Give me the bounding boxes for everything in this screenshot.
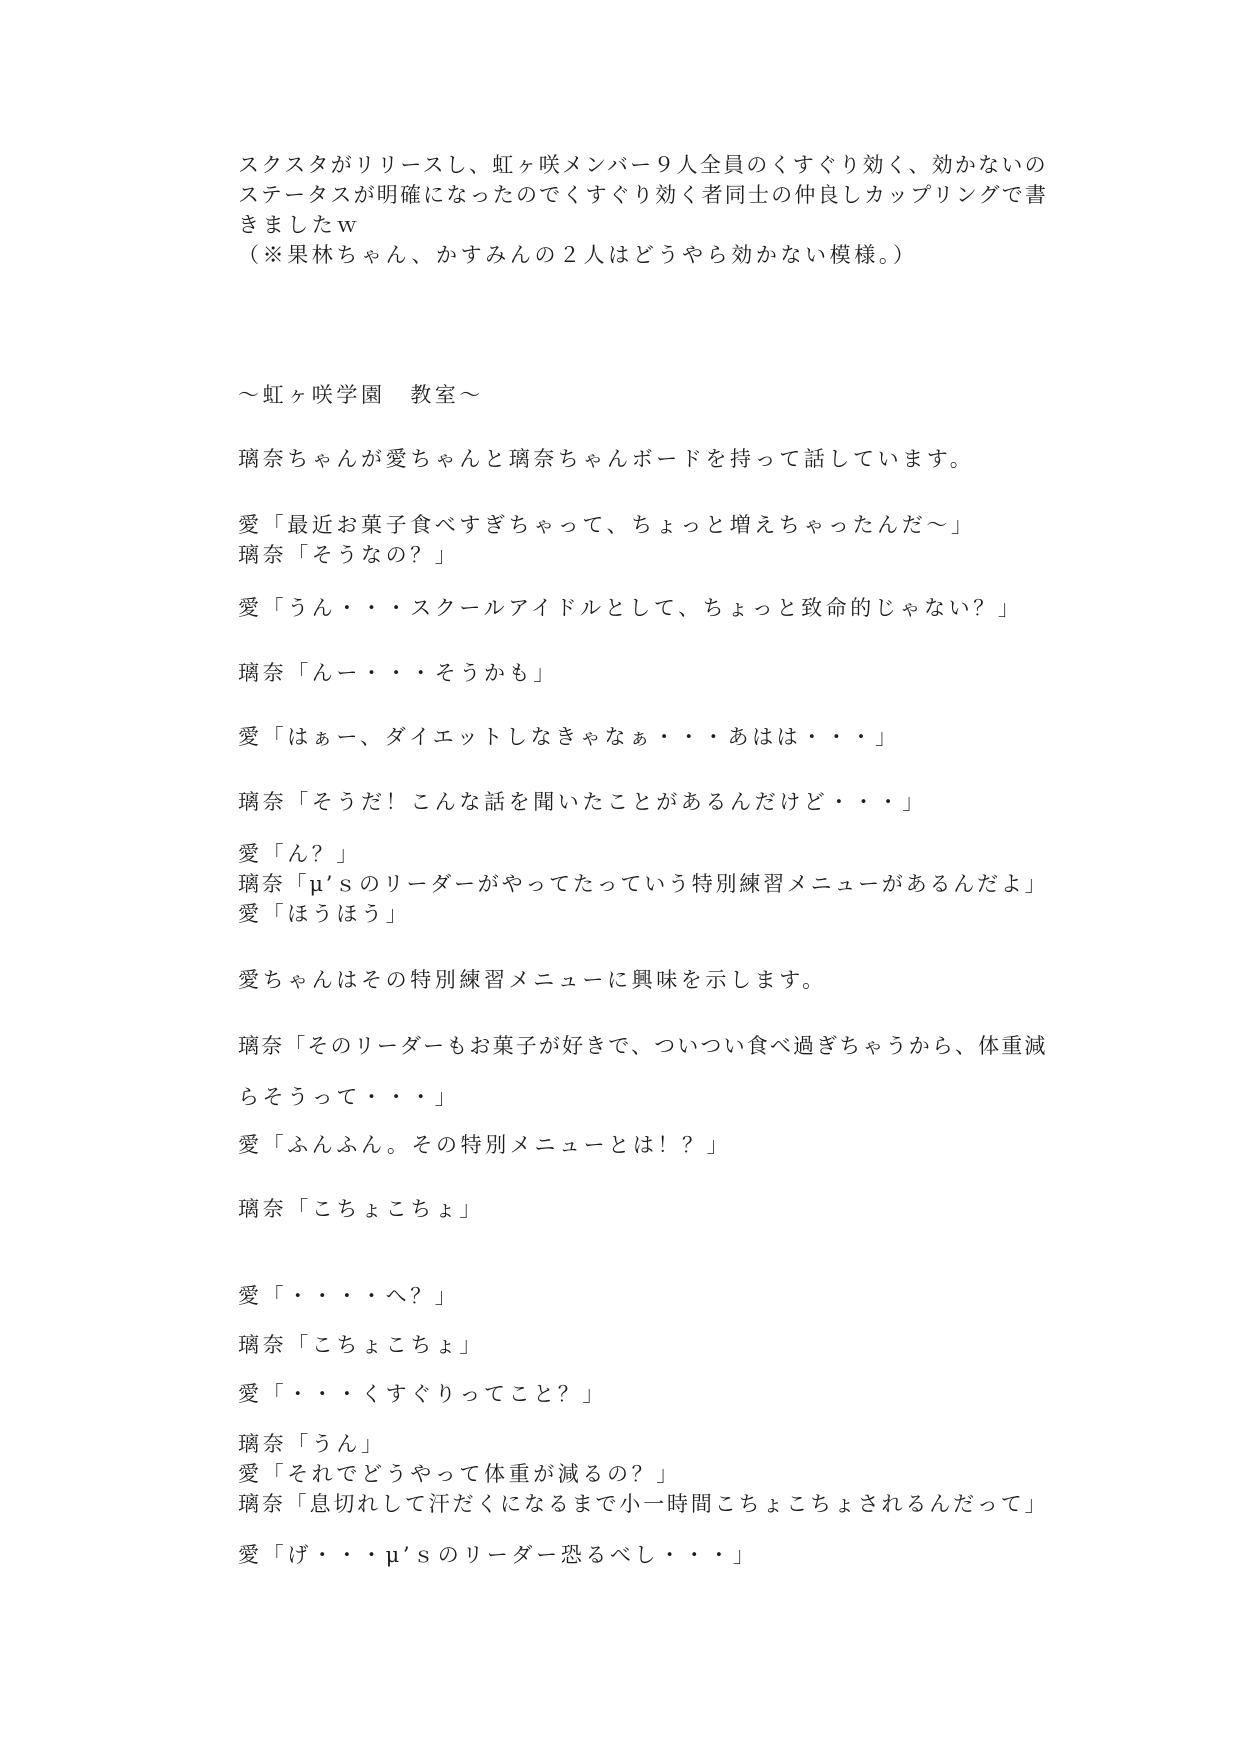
- intro-line-1: スクスタがリリースし、虹ヶ咲メンバー９人全員のくすぐり効く、効かないの: [238, 153, 1048, 177]
- intro-line-2: ステータスが明確になったのでくすぐり効く者同士の仲良しカップリングで書: [238, 183, 1049, 207]
- dialogue-line: 璃奈「μ’ｓのリーダーがやってたっていう特別練習メニューがあるんだよ」: [238, 872, 1049, 896]
- scene-heading: ～虹ヶ咲学園 教室～: [238, 383, 484, 407]
- dialogue-line: 愛「げ・・・μ’ｓのリーダー恐るべし・・・」: [238, 1543, 758, 1567]
- dialogue-line: 璃奈「んー・・・そうかも」: [238, 661, 558, 685]
- dialogue-line: 璃奈「そうなの？」: [238, 543, 460, 567]
- intro-line-3: きましたｗ: [238, 213, 361, 237]
- narration-paragraph: 璃奈ちゃんが愛ちゃんと璃奈ちゃんボードを持って話しています。: [238, 447, 975, 471]
- dialogue-line: らそうって・・・」: [238, 1085, 460, 1109]
- dialogue-line: 璃奈「こちょこちょ」: [238, 1197, 484, 1221]
- narration-paragraph: 愛ちゃんはその特別練習メニューに興味を示します。: [238, 968, 827, 992]
- dialogue-line: 愛「最近お菓子食べすぎちゃって、ちょっと増えちゃったんだ～」: [238, 513, 976, 537]
- dialogue-line: 璃奈「息切れして汗だくになるまで小一時間こちょこちょされるんだって」: [238, 1492, 1049, 1516]
- dialogue-line: 愛「はぁー、ダイエットしなきゃなぁ・・・あはは・・・」: [238, 725, 900, 749]
- dialogue-line: 璃奈「うん」: [238, 1432, 386, 1456]
- dialogue-line: 璃奈「そのリーダーもお菓子が好きで、ついつい食べ過ぎちゃうから、体重減: [238, 1034, 1048, 1058]
- dialogue-line: 愛「ほうほう」: [238, 902, 411, 926]
- dialogue-line: 愛「・・・・へ？」: [238, 1284, 460, 1308]
- dialogue-line: 愛「それでどうやって体重が減るの？」: [238, 1462, 681, 1486]
- dialogue-line: 愛「・・・くすぐりってこと？」: [238, 1382, 607, 1406]
- dialogue-line: 愛「うん・・・スクールアイドルとして、ちょっと致命的じゃない？」: [238, 596, 1023, 620]
- intro-line-4: （※果林ちゃん、かすみんの２人はどうやら効かない模様。）: [238, 243, 918, 267]
- dialogue-line: 璃奈「こちょこちょ」: [238, 1333, 484, 1357]
- dialogue-line: 愛「ふんふん。その特別メニューとは！？」: [238, 1133, 732, 1157]
- dialogue-line: 愛「ん？」: [238, 842, 361, 866]
- dialogue-line: 璃奈「そうだ！こんな話を聞いたことがあるんだけど・・・」: [238, 790, 927, 814]
